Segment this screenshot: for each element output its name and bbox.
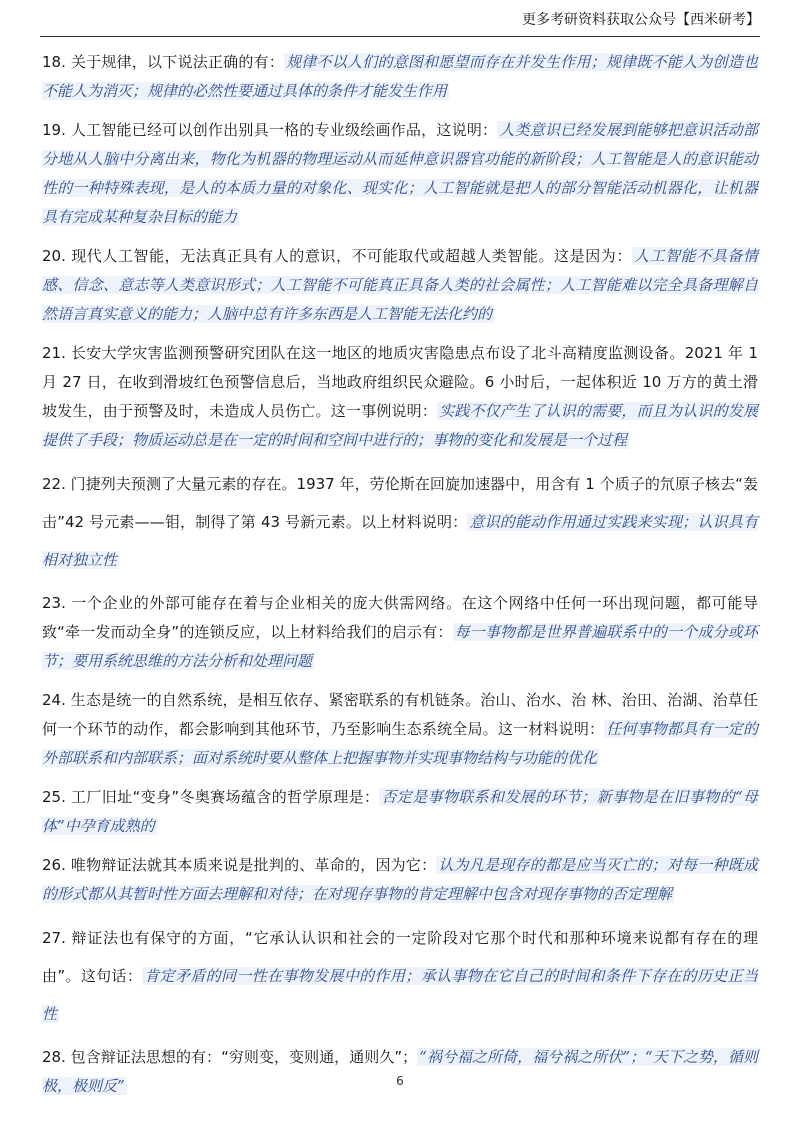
- question-list: [42, 48, 758, 1101]
- question-text: 26. 唯物辩证法就其本质来说是批判的、革命的，因为它：: [42, 856, 437, 874]
- question-item: [42, 242, 758, 329]
- question-text: 27. 辩证法也有保守的方面，“它承认认识和社会的一定阶段对它那个时代和那种环境来说都有存在的理由”。这句话：: [42, 929, 758, 985]
- page-footer: [0, 1074, 800, 1088]
- question-text: 25. 工厂旧址“变身”冬奥赛场蕴含的哲学原理是：: [42, 788, 380, 806]
- question-text: 24. 生态是统一的自然系统，是相互依存、紧密联系的有机链条。治山、治水、治 林、治田、治湖、治草任何一个环节的动作，都会影响到其他环节，乃至影响生态系统全局。这一材料说明：: [42, 691, 758, 738]
- answer-text: 否定是事物联系和发展的环节；新事物是在旧事物的“母体”中孕育成熟的: [42, 788, 758, 835]
- answer-text: 意识的能动作用通过实践来实现；认识具有相对独立性: [42, 513, 758, 569]
- question-text: 18. 关于规律，以下说法正确的有：: [42, 53, 285, 71]
- question-item: [42, 783, 758, 841]
- page-header: [40, 4, 760, 37]
- question-item: [42, 339, 758, 455]
- page-number: 6: [396, 1074, 404, 1088]
- header-title: 更多考研资料获取公众号【西米研考】: [522, 12, 760, 28]
- answer-text: 任何事物都具有一定的外部联系和内部联系；面对系统时要从整体上把握事物并实现事物结构与功能的优化: [42, 720, 758, 767]
- answer-text: 人工智能不具备情感、信念、意志等人类意识形式；人工智能不可能真正具备人类的社会属性；人工智能难以完全具备理解自然语言真实意义的能力；人脑中总有许多东西是人工智能无法化约的: [42, 247, 758, 323]
- question-item: [42, 686, 758, 773]
- question-item: [42, 1043, 758, 1101]
- question-item: [42, 48, 758, 106]
- question-item: [42, 851, 758, 909]
- question-text: 20. 现代人工智能，无法真正具有人的意识，不可能取代或超越人类智能。这是因为：: [42, 247, 632, 265]
- answer-text: 每一事物都是世界普遍联系中的一个成分或环节；要用系统思维的方法分析和处理问题: [42, 623, 758, 670]
- answer-text: “祸兮福之所倚，福兮祸之所伏”；“天下之势，循则极，极则反”: [42, 1048, 758, 1095]
- question-text: 19. 人工智能已经可以创作出别具一格的专业级绘画作品，这说明：: [42, 121, 498, 139]
- answer-text: 人类意识已经发展到能够把意识活动部分地从人脑中分离出来，物化为机器的物理运动从而延伸意识器官功能的新阶段；人工智能是人的意识能动性的一种特殊表现，是人的本质力量的对象化、现实化；人工智能就是把人的部分智能活动机器化，让机器具有完成某种复杂目标的能力: [42, 121, 758, 226]
- answer-text: 肯定矛盾的同一性在事物发展中的作用；承认事物在它自己的时间和条件下存在的历史正当性: [42, 967, 758, 1023]
- answer-text: 规律不以人们的意图和愿望而存在并发生作用；规律既不能人为创造也不能人为消灭；规律的必然性要通过具体的条件才能发生作用: [42, 53, 758, 100]
- question-text: 23. 一个企业的外部可能存在着与企业相关的庞大供需网络。在这个网络中任何一环出现问题，都可能导致“牵一发而动全身”的连锁反应，以上材料给我们的启示有：: [42, 594, 758, 641]
- question-text: 28. 包含辩证法思想的有：“穷则变，变则通，通则久”；: [42, 1048, 418, 1066]
- question-item: [42, 919, 758, 1033]
- answer-text: 实践不仅产生了认识的需要，而且为认识的发展提供了手段；物质运动总是在一定的时间和空间中进行的；事物的变化和发展是一个过程: [42, 402, 758, 449]
- question-item: [42, 116, 758, 232]
- question-text: 22. 门捷列夫预测了大量元素的存在。1937 年，劳伦斯在回旋加速器中，用含有 1 个质子的氘原子核去“轰击”42 号元素——钼，制得了第 43 号新元素。以上材料说明：: [42, 475, 758, 531]
- question-item: [42, 465, 758, 579]
- question-text: 21. 长安大学灾害监测预警研究团队在这一地区的地质灾害隐患点布设了北斗高精度监测设备。2021 年 1 月 27 日，在收到滑坡红色预警信息后，当地政府组织民众避险。6 小时后，一起体积近 10 万方的黄土滑坡发生，由于预警及时，未造成人员伤亡。这一事例说明：: [42, 344, 758, 420]
- question-item: [42, 589, 758, 676]
- answer-text: 认为凡是现存的都是应当灭亡的；对每一种既成的形式都从其暂时性方面去理解和对待；在对现存事物的肯定理解中包含对现存事物的否定理解: [42, 856, 758, 903]
